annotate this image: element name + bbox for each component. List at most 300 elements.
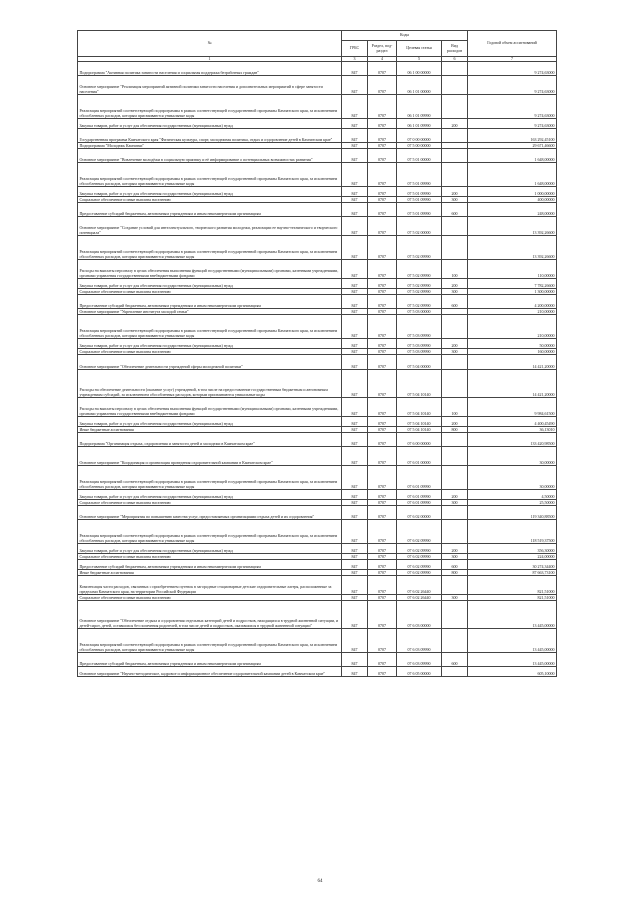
row-amount: 248,00000 <box>468 203 557 217</box>
row-name: Основное мероприятие "Вовлечение молодёжи в социальную практику и её информирование о потенциальных возможностях развития" <box>78 149 342 163</box>
table-row <box>78 370 557 398</box>
row-expense-type: 300 <box>442 554 468 560</box>
table-row <box>78 95 557 119</box>
header-codes: Коды <box>342 31 468 41</box>
row-name: Предоставление субсидий бюджетным, автономным учреждениям и иным некоммерческим организациям <box>78 560 342 570</box>
row-section: 0707 <box>368 203 397 217</box>
row-amount: 13 445,00000 <box>468 653 557 667</box>
row-name: Закупка товаров, работ и услуг для обеспечения государственных (муниципальных) нужд <box>78 339 342 349</box>
row-expense-type: 200 <box>442 544 468 554</box>
col-index: 3 <box>342 57 368 62</box>
row-target: 07 5 04 10140 <box>397 370 442 398</box>
row-name: Основное мероприятие "Научно-методическое, кадровое и информационное обеспечение оздоровительной кампании детей в Камчатском крае" <box>78 667 342 677</box>
row-expense-type <box>442 520 468 544</box>
row-grbs: 847 <box>342 427 368 433</box>
table-row <box>78 129 557 143</box>
table-row <box>78 653 557 667</box>
row-amount: 4,50000 <box>468 490 557 500</box>
row-name: Иные бюджетные ассигнования <box>78 570 342 576</box>
row-section: 0707 <box>368 197 397 203</box>
row-target: 07 5 01 09990 <box>397 163 442 187</box>
table-row <box>78 398 557 417</box>
row-expense-type <box>442 433 468 447</box>
row-target: 07 6 01 00000 <box>397 447 442 466</box>
row-expense-type: 100 <box>442 260 468 279</box>
row-expense-type: 300 <box>442 289 468 295</box>
row-target: 07 5 02 00000 <box>397 217 442 236</box>
table-row <box>78 447 557 466</box>
row-grbs: 847 <box>342 544 368 554</box>
row-grbs: 847 <box>342 187 368 197</box>
row-grbs: 847 <box>342 398 368 417</box>
row-amount: 30,00000 <box>468 466 557 490</box>
row-amount: 14 421,20000 <box>468 355 557 370</box>
row-expense-type <box>442 217 468 236</box>
row-target: 06 1 01 09990 <box>397 95 442 119</box>
row-amount: 50,00000 <box>468 339 557 349</box>
row-target: 06 1 01 00000 <box>397 76 442 95</box>
row-grbs: 847 <box>342 500 368 506</box>
row-amount: 821,51000 <box>468 576 557 595</box>
row-target: 07 6 01 09990 <box>397 466 442 490</box>
row-amount: 224,00000 <box>468 554 557 560</box>
row-grbs: 847 <box>342 349 368 355</box>
row-grbs: 847 <box>342 295 368 309</box>
row-target: 07 6 01 09990 <box>397 490 442 500</box>
row-name: Основное мероприятие "Укрепление института молодой семьи" <box>78 309 342 315</box>
row-section: 0707 <box>368 506 397 520</box>
row-amount: 25,50000 <box>468 500 557 506</box>
header-target: Целевая статья <box>397 41 442 57</box>
page-number: 64 <box>317 879 323 884</box>
row-grbs: 847 <box>342 76 368 95</box>
col-index: 4 <box>368 57 397 62</box>
row-target: 07 6 03 09990 <box>397 653 442 667</box>
row-grbs: 847 <box>342 355 368 370</box>
header-section: Раздел, под-раздел <box>368 41 397 57</box>
table-header <box>78 31 557 62</box>
row-section: 0707 <box>368 595 397 601</box>
row-grbs: 847 <box>342 433 368 447</box>
table-row <box>78 187 557 197</box>
table-row <box>78 629 557 653</box>
row-grbs: 847 <box>342 217 368 236</box>
row-grbs: 847 <box>342 339 368 349</box>
row-amount: 29 671,46600 <box>468 143 557 149</box>
row-target: 06 1 00 00000 <box>397 62 442 76</box>
row-section: 0707 <box>368 570 397 576</box>
row-name: Основное мероприятие "Мероприятия по повышению качества услуг, предоставляемых организациями отдыха детей и их оздоровления" <box>78 506 342 520</box>
row-amount: 9 274,63000 <box>468 95 557 119</box>
header-annual: Годовой объем ассигнований <box>468 31 557 57</box>
row-section: 0707 <box>368 187 397 197</box>
header-expense-type: Вид расходов <box>442 41 468 57</box>
table-row <box>78 295 557 309</box>
row-target: 07 6 02 09990 <box>397 520 442 544</box>
row-grbs: 847 <box>342 279 368 289</box>
row-amount: 9 984,61500 <box>468 398 557 417</box>
row-target: 07 6 02 09990 <box>397 570 442 576</box>
row-name: Иные бюджетные ассигнования <box>78 427 342 433</box>
row-target: 07 6 02 09990 <box>397 560 442 570</box>
row-amount: 9 274,63000 <box>468 76 557 95</box>
row-expense-type <box>442 370 468 398</box>
row-target: 07 5 04 00000 <box>397 355 442 370</box>
budget-table <box>77 30 557 677</box>
col-index: 1 <box>78 57 342 62</box>
table-row <box>78 260 557 279</box>
row-target: 07 5 04 10140 <box>397 427 442 433</box>
row-section: 0707 <box>368 447 397 466</box>
row-grbs: 847 <box>342 576 368 595</box>
row-target: 07 5 01 09990 <box>397 187 442 197</box>
row-name: Основное мероприятие "Обеспечение отдыха и оздоровления отдельных категорий детей и подростков, находящихся в трудной жизненной ситуации, и детей-сирот, детей, оставшихся без попечения родителей, в том числе детей и подростков, оказавшихся в трудной жизненной ситуации" <box>78 601 342 629</box>
row-expense-type: 200 <box>442 490 468 500</box>
row-expense-type: 600 <box>442 560 468 570</box>
row-grbs: 847 <box>342 149 368 163</box>
row-expense-type <box>442 667 468 677</box>
row-amount: 821,51000 <box>468 595 557 601</box>
row-name: Социальное обеспечение и иные выплаты населению <box>78 197 342 203</box>
row-grbs: 847 <box>342 520 368 544</box>
row-section: 0707 <box>368 520 397 544</box>
row-name: Расходы на выплаты персоналу в целях обеспечения выполнения функций государственными (муниципальными) органами, казенными учреждениями, органами управления государственными внебюджетными фондами <box>78 260 342 279</box>
row-expense-type <box>442 163 468 187</box>
table-row <box>78 544 557 554</box>
row-expense-type <box>442 149 468 163</box>
row-expense-type: 800 <box>442 427 468 433</box>
row-name: Закупка товаров, работ и услуг для обеспечения государственных (муниципальных) нужд <box>78 544 342 554</box>
row-grbs: 847 <box>342 653 368 667</box>
row-name: Подпрограмма "Активная политика занятости населения и социальная поддержка безработных граждан" <box>78 62 342 76</box>
row-amount: 87 663,73100 <box>468 570 557 576</box>
row-amount: 1 648,00000 <box>468 149 557 163</box>
row-section: 0707 <box>368 62 397 76</box>
row-name: Расходы на обеспечение деятельности (оказание услуг) учреждений, в том числе на предоставление государственным бюджетным и автономным учреждениям субсидий, за исключением обособленных расходов, которым присваиваются уникальные коды <box>78 370 342 398</box>
row-amount: 356,30000 <box>468 544 557 554</box>
row-target: 07 5 02 09990 <box>397 289 442 295</box>
row-amount: 4 200,00000 <box>468 295 557 309</box>
row-name: Основное мероприятие "Обеспечение деятельности учреждений сферы молодежной политики" <box>78 355 342 370</box>
row-section: 0707 <box>368 129 397 143</box>
row-grbs: 847 <box>342 629 368 653</box>
table-row <box>78 315 557 339</box>
table-row <box>78 279 557 289</box>
row-amount: 1 648,00000 <box>468 163 557 187</box>
table-row <box>78 62 557 76</box>
row-amount: 163 292,45100 <box>468 129 557 143</box>
row-target: 07 5 01 09990 <box>397 203 442 217</box>
row-section: 0707 <box>368 339 397 349</box>
row-expense-type: 300 <box>442 500 468 506</box>
row-section: 0707 <box>368 279 397 289</box>
row-expense-type <box>442 576 468 595</box>
row-section: 0707 <box>368 217 397 236</box>
row-expense-type <box>442 236 468 260</box>
row-target: 07 6 03 00000 <box>397 601 442 629</box>
table-row <box>78 163 557 187</box>
row-target: 07 6 01 09990 <box>397 500 442 506</box>
row-amount: 110,00000 <box>468 260 557 279</box>
row-section: 0707 <box>368 289 397 295</box>
row-name: Расходы на выплаты персоналу в целях обеспечения выполнения функций государственными (муниципальными) органами, казенными учреждениями, органами управления государственными внебюджетными фондами <box>78 398 342 417</box>
table-row <box>78 339 557 349</box>
row-amount: 13 445,00000 <box>468 601 557 629</box>
header-num: № <box>78 31 342 57</box>
row-name: Подпрограмма "Молодежь Камчатки" <box>78 143 342 149</box>
table-row <box>78 433 557 447</box>
row-name: Социальное обеспечение и иные выплаты населению <box>78 554 342 560</box>
document-page <box>77 30 556 677</box>
row-target: 07 5 04 10140 <box>397 417 442 427</box>
row-grbs: 847 <box>342 309 368 315</box>
row-name: Подпрограмма "Организация отдыха, оздоровления и занятости детей и молодежи в Камчатском крае" <box>78 433 342 447</box>
row-expense-type: 800 <box>442 570 468 576</box>
row-grbs: 847 <box>342 370 368 398</box>
row-amount: 13 392,26600 <box>468 217 557 236</box>
row-name: Закупка товаров, работ и услуг для обеспечения государственных (муниципальных) нужд <box>78 187 342 197</box>
row-expense-type <box>442 315 468 339</box>
row-target: 07 6 02 09990 <box>397 554 442 560</box>
row-section: 0707 <box>368 149 397 163</box>
row-section: 0707 <box>368 309 397 315</box>
row-section: 0707 <box>368 560 397 570</box>
row-target: 07 6 02 09990 <box>397 544 442 554</box>
table-row <box>78 203 557 217</box>
row-grbs: 847 <box>342 289 368 295</box>
table-row <box>78 506 557 520</box>
row-target: 07 5 04 10140 <box>397 398 442 417</box>
row-grbs: 847 <box>342 466 368 490</box>
row-amount: 605,10000 <box>468 667 557 677</box>
row-target: 06 1 01 09990 <box>397 119 442 129</box>
row-section: 0707 <box>368 76 397 95</box>
row-name: Реализация мероприятий соответствующей подпрограммы в рамках соответствующей государственной программы Камчатского края, за исключением обособленных расходов, которым присваиваются уникальные коды <box>78 163 342 187</box>
row-target: 07 6 02 26440 <box>397 576 442 595</box>
col-index: 6 <box>442 57 468 62</box>
row-grbs: 847 <box>342 601 368 629</box>
row-amount: 36,13010 <box>468 427 557 433</box>
row-expense-type: 100 <box>442 398 468 417</box>
table-row <box>78 667 557 677</box>
row-grbs: 847 <box>342 129 368 143</box>
row-section: 0707 <box>368 500 397 506</box>
row-amount: 13 445,00000 <box>468 629 557 653</box>
row-expense-type: 200 <box>442 279 468 289</box>
row-target: 07 5 03 09990 <box>397 339 442 349</box>
row-name: Реализация мероприятий соответствующей подпрограммы в рамках соответствующей государственной программы Камчатского края, за исключением обособленных расходов, которым присваиваются уникальные коды <box>78 520 342 544</box>
row-target: 07 6 02 00000 <box>397 506 442 520</box>
row-name: Реализация мероприятий соответствующей подпрограммы в рамках соответствующей государственной программы Камчатского края, за исключением обособленных расходов, которым присваиваются уникальные коды <box>78 629 342 653</box>
row-expense-type: 200 <box>442 417 468 427</box>
row-section: 0707 <box>368 163 397 187</box>
row-name: Реализация мероприятий соответствующей подпрограммы в рамках соответствующей государственной программы Камчатского края, за исключением обособленных расходов, которым присваиваются уникальные коды <box>78 466 342 490</box>
row-grbs: 847 <box>342 447 368 466</box>
row-amount: 7 782,26600 <box>468 279 557 289</box>
row-grbs: 847 <box>342 119 368 129</box>
row-amount: 13 392,26600 <box>468 236 557 260</box>
table-body <box>78 62 557 677</box>
row-grbs: 847 <box>342 62 368 76</box>
row-name: Компенсация части расходов, связанных с приобретением путевок в загородные стационарные детские оздоровительные лагеря, расположенные за пределами Камчатского края, на территории Российской Федерации <box>78 576 342 595</box>
table-row <box>78 520 557 544</box>
row-grbs: 847 <box>342 236 368 260</box>
table-row <box>78 119 557 129</box>
row-section: 0707 <box>368 315 397 339</box>
row-expense-type <box>442 62 468 76</box>
row-grbs: 847 <box>342 95 368 119</box>
row-grbs: 847 <box>342 315 368 339</box>
row-amount: 210,00000 <box>468 315 557 339</box>
row-expense-type <box>442 466 468 490</box>
row-amount: 133 420,98500 <box>468 433 557 447</box>
col-index: 7 <box>468 57 557 62</box>
row-target: 07 5 01 09990 <box>397 197 442 203</box>
row-amount: 1 000,00000 <box>468 187 557 197</box>
row-name: Реализация мероприятий соответствующей подпрограммы в рамках соответствующей государственной программы Камчатского края, за исключением обособленных расходов, которым присваиваются уникальные коды <box>78 315 342 339</box>
row-name: Государственная программа Камчатского края "Физическая культура, спорт, молодежная политика, отдых и оздоровление детей в Камчатском крае" <box>78 129 342 143</box>
row-section: 0707 <box>368 417 397 427</box>
row-grbs: 847 <box>342 197 368 203</box>
table-row <box>78 355 557 370</box>
row-name: Реализация мероприятий соответствующей подпрограммы в рамках соответствующей государственной программы Камчатского края, за исключением обособленных расходов, которым присваиваются уникальные коды <box>78 236 342 260</box>
row-target: 07 0 00 00000 <box>397 129 442 143</box>
row-grbs: 847 <box>342 490 368 500</box>
row-section: 0707 <box>368 143 397 149</box>
table-row <box>78 76 557 95</box>
row-target: 07 6 00 00000 <box>397 433 442 447</box>
row-section: 0707 <box>368 653 397 667</box>
row-name: Социальное обеспечение и иные выплаты населению <box>78 349 342 355</box>
row-grbs: 847 <box>342 595 368 601</box>
row-amount: 400,00000 <box>468 197 557 203</box>
row-target: 07 5 02 09990 <box>397 260 442 279</box>
row-amount: 4 400,45490 <box>468 417 557 427</box>
row-expense-type: 600 <box>442 295 468 309</box>
table-row <box>78 576 557 595</box>
row-amount: 30,00000 <box>468 447 557 466</box>
row-target: 07 5 00 00000 <box>397 143 442 149</box>
row-section: 0707 <box>368 95 397 119</box>
row-expense-type: 200 <box>442 187 468 197</box>
table-row <box>78 236 557 260</box>
row-section: 0707 <box>368 601 397 629</box>
table-row <box>78 466 557 490</box>
row-expense-type: 600 <box>442 653 468 667</box>
header-grbs: ГРБС <box>342 41 368 57</box>
row-name: Социальное обеспечение и иные выплаты населению <box>78 500 342 506</box>
col-index: 5 <box>397 57 442 62</box>
row-name: Социальное обеспечение и иные выплаты населению <box>78 595 342 601</box>
row-section: 0707 <box>368 576 397 595</box>
row-grbs: 847 <box>342 417 368 427</box>
row-section: 0707 <box>368 544 397 554</box>
row-expense-type: 300 <box>442 349 468 355</box>
row-section: 0707 <box>368 398 397 417</box>
row-expense-type <box>442 629 468 653</box>
row-section: 0707 <box>368 490 397 500</box>
row-section: 0707 <box>368 349 397 355</box>
row-amount: 118 519,37500 <box>468 520 557 544</box>
row-name: Реализация мероприятий соответствующей подпрограммы в рамках соответствующей государственной программы Камчатского края, за исключением обособленных расходов, которым присваиваются уникальные коды <box>78 95 342 119</box>
table-row <box>78 417 557 427</box>
row-target: 07 6 05 00000 <box>397 667 442 677</box>
row-target: 07 5 03 09990 <box>397 315 442 339</box>
row-expense-type <box>442 601 468 629</box>
row-amount: 9 274,63000 <box>468 62 557 76</box>
row-section: 0707 <box>368 427 397 433</box>
row-target: 07 5 03 09990 <box>397 349 442 355</box>
row-name: Закупка товаров, работ и услуг для обеспечения государственных (муниципальных) нужд <box>78 119 342 129</box>
table-row <box>78 560 557 570</box>
row-expense-type: 300 <box>442 595 468 601</box>
row-grbs: 847 <box>342 203 368 217</box>
row-target: 07 5 03 00000 <box>397 309 442 315</box>
row-name: Основное мероприятие "Создание условий для интеллектуального, творческого развития молодежи, реализации ее научно-технического и творческого потенциала" <box>78 217 342 236</box>
table-row <box>78 217 557 236</box>
row-grbs: 847 <box>342 143 368 149</box>
row-target: 07 6 03 09990 <box>397 629 442 653</box>
row-name: Закупка товаров, работ и услуг для обеспечения государственных (муниципальных) нужд <box>78 490 342 500</box>
row-section: 0707 <box>368 295 397 309</box>
row-grbs: 847 <box>342 554 368 560</box>
row-section: 0707 <box>368 466 397 490</box>
row-target: 07 6 02 26440 <box>397 595 442 601</box>
row-amount: 1 300,00000 <box>468 289 557 295</box>
row-amount: 119 340,88500 <box>468 506 557 520</box>
row-amount: 14 421,20000 <box>468 370 557 398</box>
row-expense-type: 200 <box>442 119 468 129</box>
row-name: Предоставление субсидий бюджетным, автономным учреждениям и иным некоммерческим организациям <box>78 653 342 667</box>
row-grbs: 847 <box>342 560 368 570</box>
row-section: 0707 <box>368 260 397 279</box>
row-amount: 30 274,34400 <box>468 560 557 570</box>
row-section: 0707 <box>368 355 397 370</box>
row-section: 0707 <box>368 370 397 398</box>
row-section: 0707 <box>368 119 397 129</box>
row-grbs: 847 <box>342 667 368 677</box>
row-expense-type <box>442 95 468 119</box>
row-expense-type <box>442 355 468 370</box>
row-section: 0707 <box>368 667 397 677</box>
row-grbs: 847 <box>342 506 368 520</box>
row-expense-type: 600 <box>442 203 468 217</box>
row-name: Предоставление субсидий бюджетным, автономным учреждениям и иным некоммерческим организациям <box>78 295 342 309</box>
row-expense-type: 200 <box>442 339 468 349</box>
row-grbs: 847 <box>342 163 368 187</box>
row-expense-type: 300 <box>442 197 468 203</box>
row-section: 0707 <box>368 433 397 447</box>
row-expense-type <box>442 506 468 520</box>
row-section: 0707 <box>368 629 397 653</box>
row-amount: 9 274,63000 <box>468 119 557 129</box>
row-name: Социальное обеспечение и иные выплаты населению <box>78 289 342 295</box>
row-section: 0707 <box>368 554 397 560</box>
row-amount: 160,00000 <box>468 349 557 355</box>
row-expense-type <box>442 76 468 95</box>
row-expense-type <box>442 447 468 466</box>
row-name: Основное мероприятие "Реализация мероприятий активной политики занятости населения и дополнительных мероприятий в сфере занятости населения" <box>78 76 342 95</box>
row-section: 0707 <box>368 236 397 260</box>
row-name: Закупка товаров, работ и услуг для обеспечения государственных (муниципальных) нужд <box>78 279 342 289</box>
table-row <box>78 490 557 500</box>
row-name: Основное мероприятие "Координация и организация проведения оздоровительной кампании в Камчатском крае" <box>78 447 342 466</box>
table-row <box>78 149 557 163</box>
row-grbs: 847 <box>342 570 368 576</box>
row-name: Закупка товаров, работ и услуг для обеспечения государственных (муниципальных) нужд <box>78 417 342 427</box>
row-target: 07 5 02 09990 <box>397 236 442 260</box>
row-target: 07 5 02 09990 <box>397 295 442 309</box>
